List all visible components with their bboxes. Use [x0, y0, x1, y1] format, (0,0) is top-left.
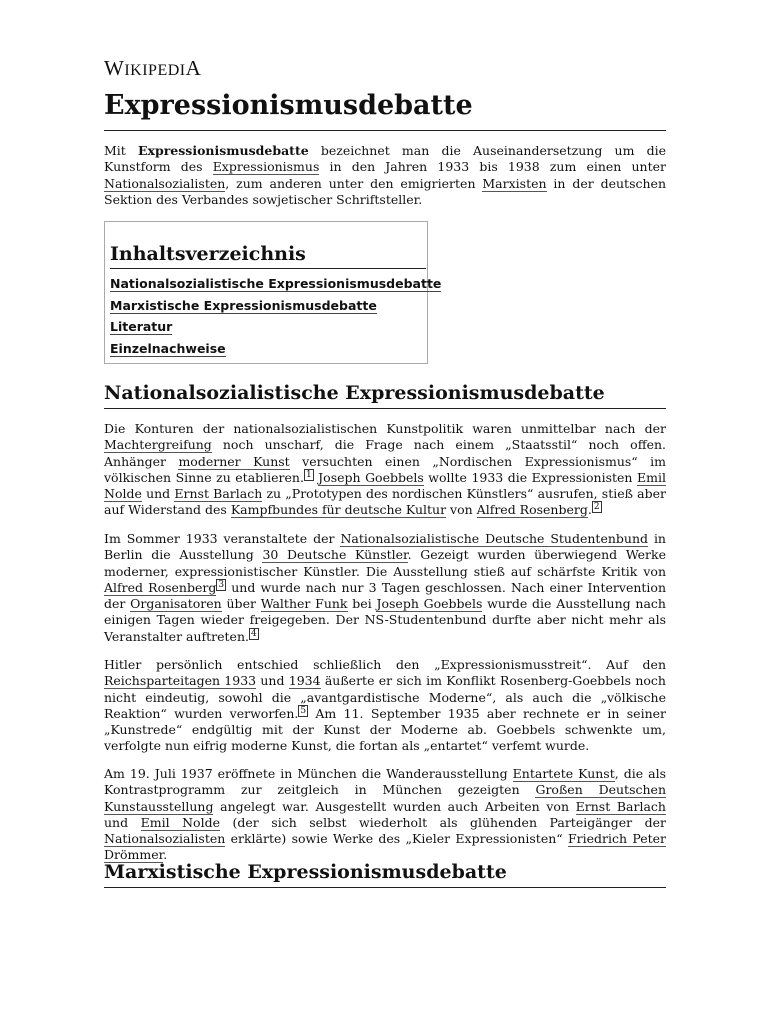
toc-item[interactable]: Einzelnachweise	[110, 340, 226, 356]
link-reichsparteitag-1934[interactable]: 1934	[288, 673, 321, 689]
link-nationalsozialisten[interactable]: Nationalsozialisten	[104, 175, 226, 191]
link-ernst-barlach[interactable]: Ernst Barlach	[174, 486, 263, 502]
link-emil-nolde[interactable]: Emil Nolde	[104, 469, 666, 502]
reference-link[interactable]: 3	[218, 579, 225, 590]
wikipedia-logo[interactable]: WIKIPEDIA	[104, 56, 202, 80]
link-30-deutsche-kuenstler[interactable]: 30 Deutsche Künstler	[262, 547, 408, 563]
section1-paragraph-1: Die Konturen der nationalsozialistischen Kunstpolitik waren unmittelbar nach der Machtergreifung noch unscharf, die Frage nach einem „Staatsstil“ noch offen. Anhänger moderner Kunst versuchten einen „Nordischen Expressionismus“ im völkischen Sinne zu etablieren. $^1$ Joseph Goebbels wollte 1933 die Expressionisten Emil Nolde und Ernst Barlach zu „Prototypen des nordischen Künstlers“ ausrufen, stieß aber auf Widerstand des Kampfbundes für deutsche Kultur von Alfred Rosenberg. $^2$	[104, 421, 666, 518]
link-grosse-deutsche-kunstausstellung[interactable]: Großen Deutschen Kunstausstellung	[104, 782, 666, 814]
reference-link[interactable]: 2	[593, 502, 600, 513]
section1-paragraph-4: Am 19. Juli 1937 eröffnete in München die Wanderausstellung Entartete Kunst, die als Kontrastprogramm zur zeitgleich in München gezeigten Großen Deutschen Kunstausstellung angelegt war. Ausgestellt wurden auch Arbeiten von Ernst Barlach und Emil Nolde (der sich selbst wiederholt als glühenden Parteigänger der Nationalsozialisten erklärte) sowie Werke des „Kieler Expressionisten“ Friedrich Peter Drömmer.	[104, 766, 666, 863]
link-entartete-kunst[interactable]: Entartete Kunst	[512, 766, 615, 781]
toc-title: Inhaltsverzeichnis	[110, 242, 426, 269]
link-walther-funk[interactable]: Walther Funk	[260, 596, 348, 612]
section1-paragraph-3: Hitler persönlich entschied schließlich den „Expressionismusstreit“. Auf den Reichsparteitagen 1933 und 1934 äußerte er sich im Konflikt Rosenberg-Goebbels noch nicht eindeutig, sowohl die „avantgardistische Moderne“, als auch die „völkische Reaktion“ wurden verworfen. $^5$ Am 11. September 1935 aber rechnete er in seiner „Kunstrede“ endgültig mit der Kunst der Moderne ab. Goebbels schwenkte um, verfolgte nun eifrig moderne Kunst, die fortan als „entartet“ verfemt wurde.	[104, 657, 666, 754]
section-heading-marxistische: Marxistische Expressionismusdebatte	[104, 860, 666, 888]
reference-link[interactable]: 1	[305, 469, 312, 480]
link-joseph-goebbels[interactable]: Joseph Goebbels	[318, 469, 424, 485]
page-title: Expressionismusdebatte	[104, 88, 666, 131]
link-emil-nolde[interactable]: Emil Nolde	[140, 814, 220, 830]
link-ernst-barlach[interactable]: Ernst Barlach	[575, 798, 666, 814]
link-studentenbund[interactable]: Nationalsozialistische Deutsche Studentenbund	[340, 531, 649, 546]
link-joseph-goebbels[interactable]: Joseph Goebbels	[376, 596, 483, 612]
link-alfred-rosenberg[interactable]: Alfred Rosenberg	[104, 579, 217, 595]
toc-item[interactable]: Marxistische Expressionismusdebatte	[110, 297, 377, 313]
link-nationalsozialisten[interactable]: Nationalsozialisten	[104, 831, 226, 847]
intro-paragraph: Mit Expressionismusdebatte bezeichnet man die Auseinandersetzung um die Kunstform des Expressionismus in den Jahren 1933 bis 1938 zum einen unter Nationalsozialisten, zum anderen unter den emigrierten Marxisten in der deutschen Sektion des Verbandes sowjetischer Schriftsteller.	[104, 143, 667, 207]
link-expressionismus[interactable]: Expressionismus	[212, 159, 320, 175]
link-organisatoren[interactable]: Organisatoren	[130, 596, 222, 612]
toc-item[interactable]: Nationalsozialistische Expressionismusdebatte	[110, 276, 442, 291]
link-kampfbund[interactable]: Kampfbundes für deutsche Kultur	[230, 502, 447, 518]
link-alfred-rosenberg[interactable]: Alfred Rosenberg	[476, 502, 588, 518]
reference-link[interactable]: 5	[300, 705, 307, 716]
table-of-contents	[104, 221, 442, 364]
toc-item[interactable]: Literatur	[110, 319, 173, 334]
link-reichsparteitag-1933[interactable]: Reichsparteitagen 1933	[104, 673, 257, 689]
link-machtergreifung[interactable]: Machtergreifung	[104, 437, 212, 453]
link-friedrich-peter-droemmer[interactable]: Friedrich Peter Drömmer	[104, 831, 666, 863]
section-heading-nationalsozialistische: Nationalsozialistische Expressionismusdebatte	[104, 381, 666, 409]
bold-term: Expressionismusdebatte	[138, 143, 309, 158]
toc-list	[110, 274, 441, 360]
link-marxisten[interactable]: Marxisten	[482, 175, 547, 191]
link-moderne-kunst[interactable]: moderner Kunst	[178, 453, 290, 469]
section1-paragraph-2: Im Sommer 1933 veranstaltete der Nationalsozialistische Deutsche Studentenbund in Berlin die Ausstellung 30 Deutsche Künstler. Gezeigt wurden überwiegend Werke moderner, expressionistischer Künstler. Die Ausstellung stieß auf schärfste Kritik von Alfred Rosenberg $^3$ und wurde nach nur 3 Tagen geschlossen. Nach einer Intervention der Organisatoren über Walther Funk bei Joseph Goebbels wurde die Ausstellung nach einigen Tagen wieder freigegeben. Der NS-Studentenbund durfte aber nicht mehr als Veranstalter auftreten. $^4$	[104, 531, 666, 644]
reference-link[interactable]: 4	[250, 628, 257, 639]
